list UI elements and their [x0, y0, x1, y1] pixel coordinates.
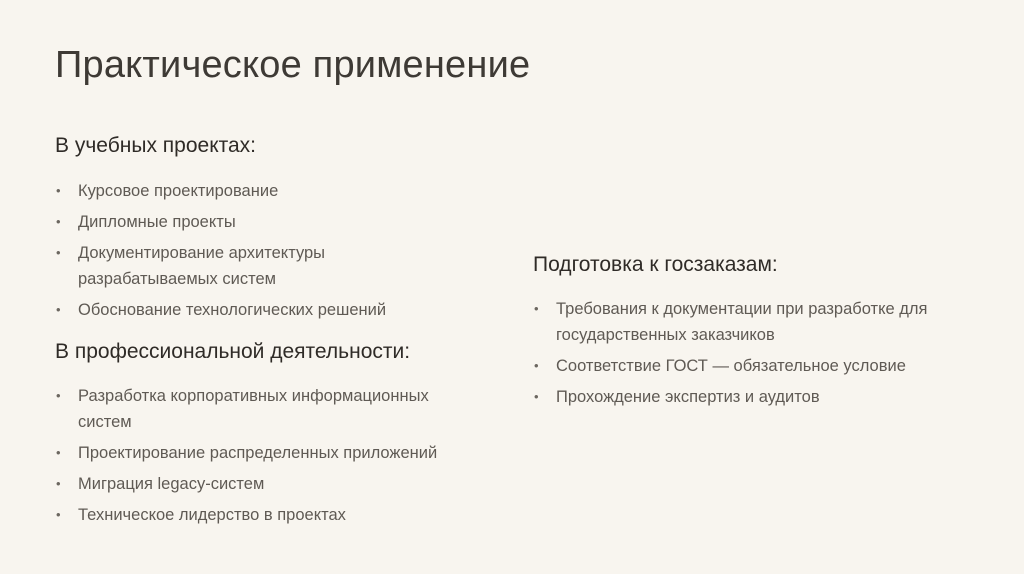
- list-item-text: Дипломные проекты: [78, 213, 236, 231]
- list-item-text: Прохождение экспертиз и аудитов: [556, 388, 820, 406]
- list-item: [533, 353, 973, 379]
- list-item-text: Техническое лидерство в проектах: [78, 506, 346, 524]
- list-item-text: Курсовое проектирование: [78, 182, 279, 200]
- bullet-icon: •: [56, 507, 61, 522]
- list-item: [55, 383, 495, 435]
- bullet-icon: •: [56, 445, 61, 460]
- list-item-text: Требования к документации при разработке для государственных заказчиков: [556, 300, 928, 344]
- bullet-icon: •: [56, 214, 61, 229]
- slide-title: Практическое применение: [55, 44, 531, 86]
- list-item: [55, 240, 475, 292]
- bullet-icon: •: [534, 301, 539, 316]
- list-item-text: Разработка корпоративных информационных систем: [78, 387, 429, 431]
- section-heading-educational: В учебных проектах:: [55, 134, 257, 157]
- list-item: [55, 209, 475, 235]
- list-item: [533, 296, 973, 348]
- list-item: [55, 471, 495, 497]
- list-item-text: Обоснование технологических решений: [78, 301, 387, 319]
- bullet-icon: •: [56, 245, 61, 260]
- list-item: [55, 297, 475, 323]
- list-item-text: Проектирование распределенных приложений: [78, 444, 438, 462]
- section-heading-government: Подготовка к госзаказам:: [533, 253, 778, 276]
- list-item: [533, 384, 973, 410]
- bullet-icon: •: [56, 476, 61, 491]
- list-item-text: Документирование архитектуры разрабатываемых систем: [78, 244, 326, 288]
- bullet-icon: •: [534, 389, 539, 404]
- list-item: [55, 178, 475, 204]
- list-item: [55, 440, 495, 466]
- list-item-text: Миграция legacy-систем: [78, 475, 265, 493]
- bullet-icon: •: [56, 302, 61, 317]
- bullet-list-professional: [55, 383, 495, 533]
- bullet-icon: •: [534, 358, 539, 373]
- list-item: [55, 502, 495, 528]
- bullet-list-educational: [55, 178, 475, 328]
- bullet-list-government: [533, 296, 973, 415]
- bullet-icon: •: [56, 388, 61, 403]
- list-item-text: Соответствие ГОСТ — обязательное условие: [556, 357, 906, 375]
- section-heading-professional: В профессиональной деятельности:: [55, 340, 411, 363]
- bullet-icon: •: [56, 183, 61, 198]
